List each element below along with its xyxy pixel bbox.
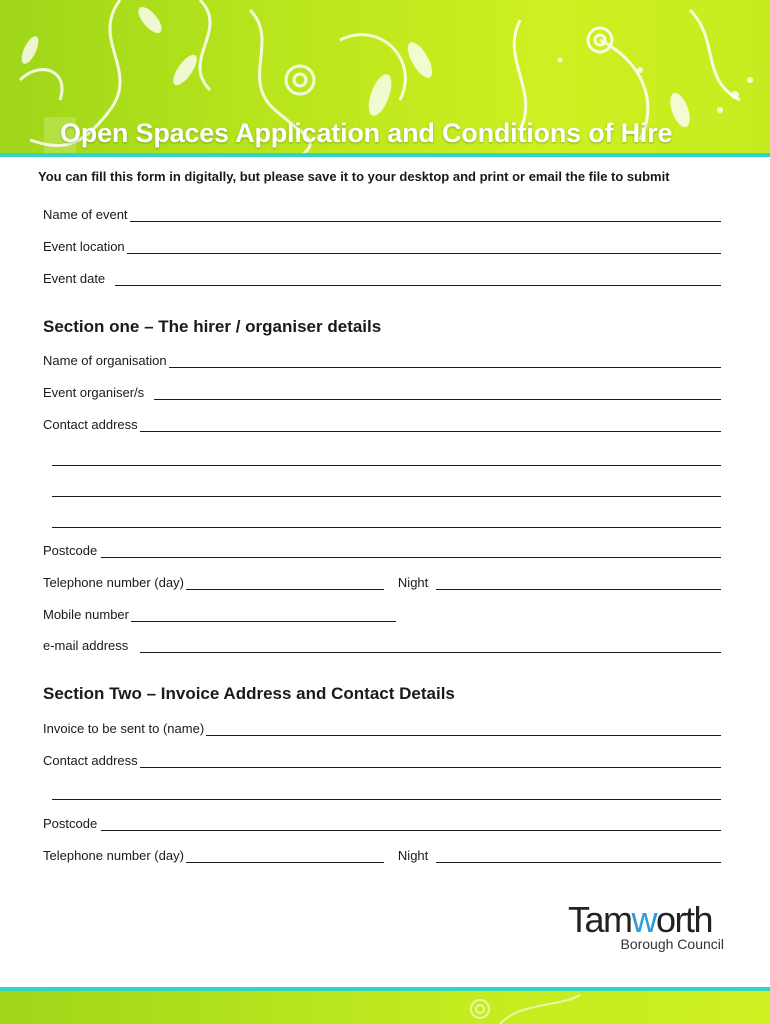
invoice-telephone-day-label: Telephone number (day) (43, 848, 184, 863)
invoice-telephone-night-input[interactable] (436, 850, 721, 863)
logo-suffix: orth (656, 899, 713, 940)
organiser-field[interactable] (43, 382, 721, 400)
form-instructions: You can fill this form in digitally, but please save it to your desktop and print or email the file to submit (38, 169, 670, 184)
logo-prefix: Tam (568, 899, 632, 940)
contact-address-input-3[interactable] (52, 484, 721, 497)
organiser-label: Event organiser/s (43, 385, 145, 400)
organisation-field[interactable] (43, 350, 721, 368)
contact-address-input-2[interactable] (52, 453, 721, 466)
footer-teal-strip (0, 987, 770, 991)
event-date-field[interactable] (43, 268, 721, 286)
invoice-name-label: Invoice to be sent to (name) (43, 721, 205, 736)
telephone-field[interactable] (43, 572, 721, 590)
tamworth-logo (568, 900, 728, 960)
footer-banner (0, 987, 770, 1024)
invoice-postcode-field[interactable] (43, 813, 721, 831)
invoice-telephone-field[interactable] (43, 845, 721, 863)
event-name-input[interactable] (130, 209, 721, 222)
email-label: e-mail address (43, 638, 129, 653)
contact-address-line-2[interactable] (52, 448, 721, 466)
postcode-label: Postcode (43, 543, 98, 558)
invoice-address-input-1[interactable] (140, 755, 721, 768)
invoice-name-input[interactable] (206, 723, 721, 736)
invoice-postcode-input[interactable] (101, 818, 721, 831)
contact-address-field[interactable] (43, 414, 721, 432)
invoice-postcode-label: Postcode (43, 816, 98, 831)
postcode-input[interactable] (101, 545, 721, 558)
telephone-night-input[interactable] (436, 577, 721, 590)
invoice-address-field[interactable] (43, 750, 721, 768)
contact-address-label: Contact address (43, 417, 138, 432)
contact-address-line-3[interactable] (52, 479, 721, 497)
email-input[interactable] (140, 640, 721, 653)
event-date-label: Event date (43, 271, 106, 286)
invoice-name-field[interactable] (43, 718, 721, 736)
logo-wordmark (568, 900, 712, 940)
contact-address-line-4[interactable] (52, 510, 721, 528)
postcode-field[interactable] (43, 540, 721, 558)
footer-decoration (0, 987, 770, 1024)
organisation-label: Name of organisation (43, 353, 167, 368)
event-location-field[interactable] (43, 236, 721, 254)
section-two-heading: Section Two – Invoice Address and Contact Details (43, 684, 455, 703)
mobile-field[interactable] (43, 604, 396, 622)
event-date-input[interactable] (115, 273, 721, 286)
invoice-address-input-2[interactable] (52, 787, 721, 800)
page-title: Open Spaces Application and Conditions of Hire (60, 118, 673, 148)
logo-accent: w (631, 899, 657, 940)
event-location-label: Event location (43, 239, 125, 254)
banner-teal-strip (0, 153, 770, 157)
event-name-field[interactable] (43, 204, 721, 222)
mobile-label: Mobile number (43, 607, 129, 622)
contact-address-input-4[interactable] (52, 515, 721, 528)
organisation-input[interactable] (169, 355, 721, 368)
invoice-address-label: Contact address (43, 753, 138, 768)
telephone-day-label: Telephone number (day) (43, 575, 184, 590)
telephone-day-input[interactable] (186, 577, 384, 590)
header-banner (0, 0, 770, 157)
organiser-input[interactable] (154, 387, 721, 400)
event-name-label: Name of event (43, 207, 128, 222)
invoice-address-line-2[interactable] (52, 782, 721, 800)
telephone-night-label: Night (397, 575, 429, 590)
email-field[interactable] (43, 635, 721, 653)
section-one-heading: Section one – The hirer / organiser details (43, 317, 382, 336)
contact-address-input-1[interactable] (140, 419, 721, 432)
logo-subtitle: Borough Council (620, 936, 724, 952)
invoice-telephone-night-label: Night (397, 848, 429, 863)
invoice-telephone-day-input[interactable] (186, 850, 384, 863)
event-location-input[interactable] (127, 241, 721, 254)
mobile-input[interactable] (131, 609, 396, 622)
